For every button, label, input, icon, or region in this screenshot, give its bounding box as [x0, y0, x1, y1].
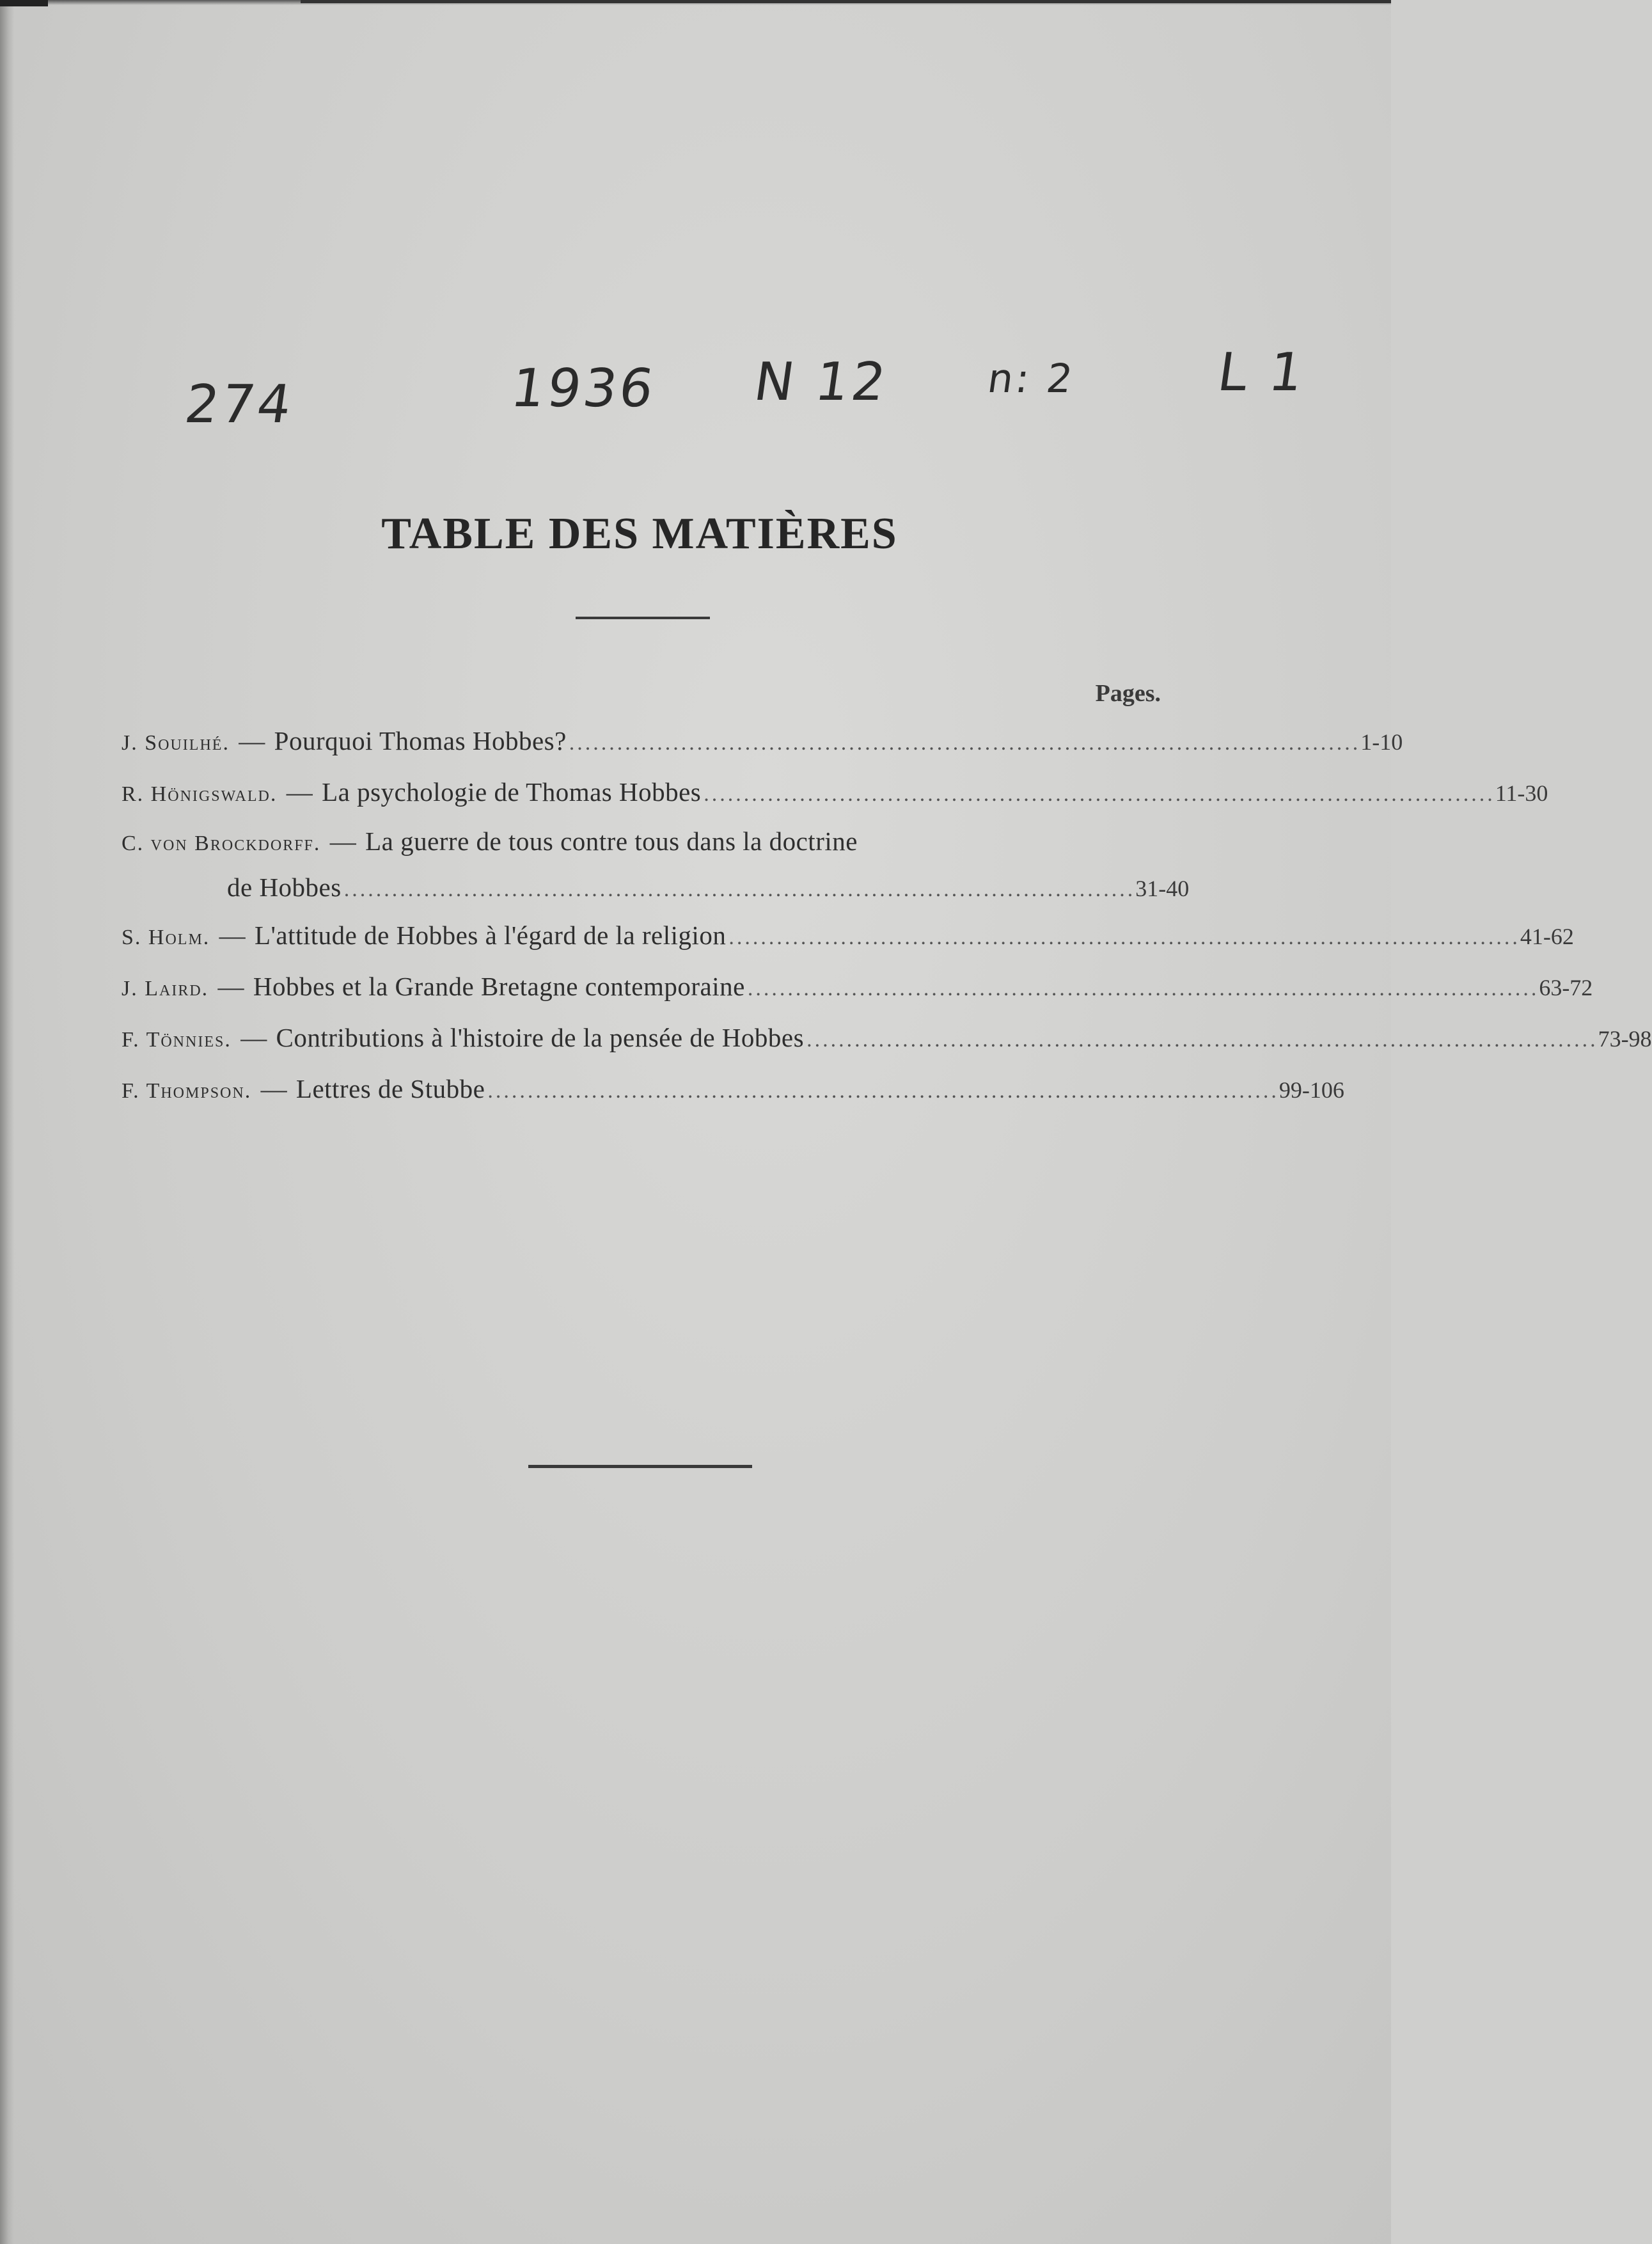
toc-leader: ................................................................................................... [343, 878, 1136, 901]
scan-corner-mark [0, 0, 48, 6]
toc-title: L'attitude de Hobbes à l'égard de la religion [254, 921, 727, 950]
handwritten-note-year: 1936 [507, 358, 660, 419]
toc-author: F. Tönnies. [122, 1028, 232, 1052]
scan-edge-mark [301, 0, 1391, 3]
toc-author: C. von Brockdorff. [122, 832, 321, 855]
closing-rule [528, 1465, 752, 1468]
toc-pages: 31-40 [1135, 876, 1190, 901]
pages-column-header: Pages. [1095, 680, 1161, 707]
toc-dash: — [239, 726, 265, 755]
toc-author: S. Holm. [122, 926, 210, 949]
page-edge-shadow [0, 0, 14, 2244]
handwritten-note-code: L 1 [1214, 342, 1310, 403]
toc-title: La psychologie de Thomas Hobbes [322, 777, 702, 807]
toc-title: Lettres de Stubbe [295, 1074, 485, 1103]
toc-pages: 63-72 [1539, 975, 1593, 1000]
toc-pages: 41-62 [1520, 924, 1574, 949]
toc-pages: 11-30 [1495, 780, 1548, 806]
toc-leader: ................................................................................................... [728, 926, 1520, 949]
toc-title: Pourquoi Thomas Hobbes? [274, 726, 567, 755]
toc-dash: — [217, 972, 244, 1001]
toc-dash: — [260, 1074, 287, 1103]
toc-entry-continuation [122, 866, 1190, 911]
toc-entry [122, 1064, 1344, 1116]
handwritten-note-number: 274 [181, 374, 298, 435]
toc-entry [122, 819, 1161, 866]
toc-leader: ................................................................................................... [806, 1028, 1598, 1052]
toc-leader: ................................................................................................... [569, 731, 1361, 755]
toc-leader: ................................................................................................... [747, 977, 1539, 1000]
toc-title-continuation: de Hobbes [227, 873, 342, 902]
toc-author: R. Hönigswald. [122, 782, 278, 806]
handwritten-note-volume: N 12 [750, 352, 892, 413]
toc-dash: — [219, 921, 246, 950]
toc-author: J. Souilhé. [122, 731, 230, 755]
toc-entry [122, 962, 1593, 1013]
toc-author: J. Laird. [122, 977, 209, 1000]
toc-leader: ................................................................................................... [704, 782, 1495, 806]
toc-title: La guerre de tous contre tous dans la doctrine [365, 826, 858, 856]
toc-title: Hobbes et la Grande Bretagne contemporaine [253, 972, 745, 1001]
toc-entry [122, 1013, 1652, 1064]
toc-author: F. Thompson. [122, 1079, 252, 1103]
toc-entry [122, 716, 1403, 768]
toc-dash: — [286, 777, 313, 807]
handwritten-note-issue: n: 2 [984, 355, 1078, 402]
toc-leader: ................................................................................................... [487, 1079, 1279, 1103]
table-of-contents [122, 716, 1652, 1116]
toc-pages: 73-98 [1598, 1026, 1652, 1052]
title-rule [576, 617, 710, 619]
toc-entry [122, 768, 1548, 819]
toc-dash: — [329, 826, 356, 856]
page-title: TABLE DES MATIÈRES [381, 509, 898, 558]
toc-title: Contributions à l'histoire de la pensée de Hobbes [276, 1023, 805, 1052]
toc-pages: 99-106 [1278, 1077, 1344, 1103]
toc-pages: 1-10 [1360, 729, 1403, 755]
toc-dash: — [240, 1023, 267, 1052]
toc-entry [122, 911, 1574, 962]
